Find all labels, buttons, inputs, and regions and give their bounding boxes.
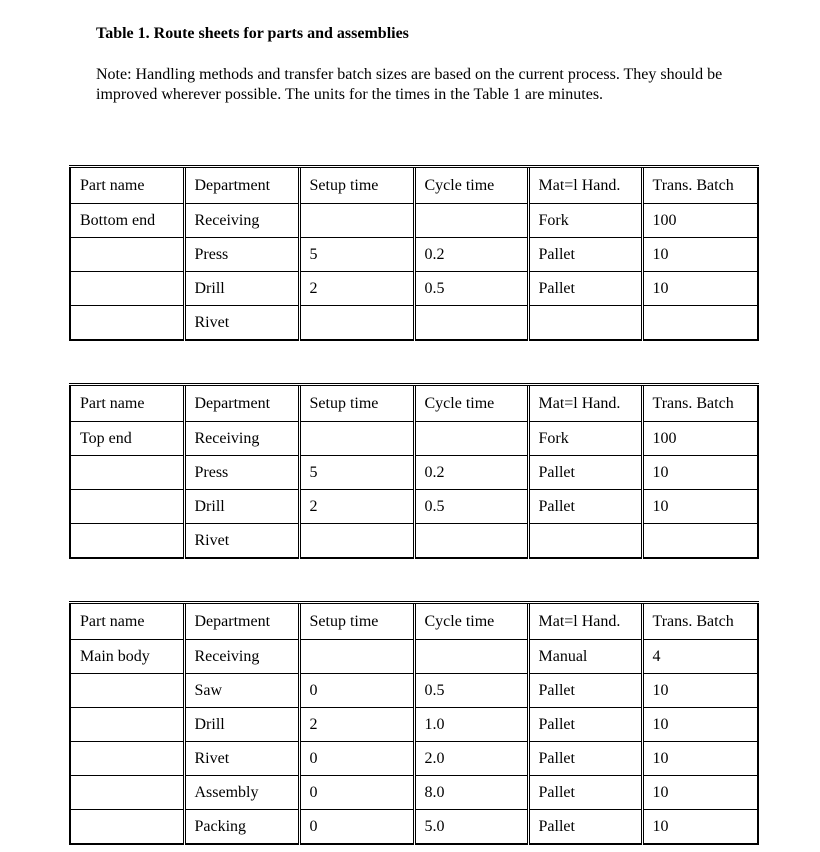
table-cell: 10 (642, 674, 758, 708)
header-cell: Department (184, 385, 299, 422)
table-cell (299, 640, 414, 674)
table-cell: 10 (642, 456, 758, 490)
table-cell: Manual (528, 640, 642, 674)
table-cell (70, 776, 184, 810)
table-cell: 100 (642, 204, 758, 238)
header-cell: Setup time (299, 167, 414, 204)
table-cell (299, 306, 414, 341)
table-cell: Receiving (184, 204, 299, 238)
table-cell (414, 204, 528, 238)
table-cell: 10 (642, 742, 758, 776)
table-cell (414, 640, 528, 674)
header-cell: Trans. Batch (642, 603, 758, 640)
table-cell: 10 (642, 708, 758, 742)
table-cell: Pallet (528, 674, 642, 708)
table-row (70, 640, 758, 674)
table-cell: Drill (184, 272, 299, 306)
table-row (70, 708, 758, 742)
table-row (70, 776, 758, 810)
table-cell (70, 306, 184, 341)
table-cell (70, 742, 184, 776)
table-cell (299, 422, 414, 456)
table-cell: Fork (528, 204, 642, 238)
table-cell: Saw (184, 674, 299, 708)
header-cell: Cycle time (414, 385, 528, 422)
table-cell: Receiving (184, 422, 299, 456)
table-cell: 0.2 (414, 456, 528, 490)
table-cell (70, 490, 184, 524)
header-cell: Cycle time (414, 603, 528, 640)
table-cell: 1.0 (414, 708, 528, 742)
table-cell: 0.5 (414, 674, 528, 708)
table-cell (528, 524, 642, 559)
table-cell: 8.0 (414, 776, 528, 810)
header-cell: Part name (70, 385, 184, 422)
table-cell: Packing (184, 810, 299, 845)
table-cell: Pallet (528, 810, 642, 845)
table-cell: Pallet (528, 776, 642, 810)
table-cell: 0.2 (414, 238, 528, 272)
header-row (70, 167, 758, 204)
table-cell: 0 (299, 810, 414, 845)
table-cell: 5 (299, 238, 414, 272)
table-cell (70, 272, 184, 306)
table-cell: Main body (70, 640, 184, 674)
table-cell: Fork (528, 422, 642, 456)
table-row (70, 674, 758, 708)
table-cell: Top end (70, 422, 184, 456)
table-cell: 0 (299, 742, 414, 776)
header-row (70, 603, 758, 640)
table-cell: Rivet (184, 306, 299, 341)
header-cell: Part name (70, 603, 184, 640)
table-cell: Receiving (184, 640, 299, 674)
table-cell: Pallet (528, 238, 642, 272)
header-cell: Setup time (299, 385, 414, 422)
table-cell (642, 306, 758, 341)
table-cell (70, 456, 184, 490)
table-row (70, 490, 758, 524)
header-cell: Department (184, 167, 299, 204)
table-row (70, 810, 758, 845)
table-row (70, 742, 758, 776)
table-row (70, 456, 758, 490)
table-cell (70, 674, 184, 708)
table-row (70, 204, 758, 238)
table-cell: 5 (299, 456, 414, 490)
table-cell: 10 (642, 272, 758, 306)
table-cell: Pallet (528, 490, 642, 524)
table-cell: 2 (299, 272, 414, 306)
table-cell: 0 (299, 776, 414, 810)
route-sheet-table-top-end (69, 383, 759, 559)
header-cell: Trans. Batch (642, 167, 758, 204)
table-cell: 10 (642, 810, 758, 845)
header-cell: Department (184, 603, 299, 640)
header-cell: Mat=l Hand. (528, 603, 642, 640)
header-cell: Trans. Batch (642, 385, 758, 422)
table-cell (70, 238, 184, 272)
header-cell: Mat=l Hand. (528, 385, 642, 422)
table-cell (414, 524, 528, 559)
header-cell: Part name (70, 167, 184, 204)
table-row (70, 306, 758, 341)
table-title: Table 1. Route sheets for parts and assemblies (96, 25, 409, 42)
table-cell: Rivet (184, 742, 299, 776)
table-cell: 100 (642, 422, 758, 456)
table-cell (414, 306, 528, 341)
table-cell: Bottom end (70, 204, 184, 238)
header-cell: Cycle time (414, 167, 528, 204)
table-cell: 0.5 (414, 272, 528, 306)
table-row (70, 272, 758, 306)
table-cell: 10 (642, 238, 758, 272)
table-cell (299, 524, 414, 559)
table-cell: 10 (642, 490, 758, 524)
table-cell: Pallet (528, 456, 642, 490)
table-cell: Drill (184, 490, 299, 524)
table-cell: Rivet (184, 524, 299, 559)
table-cell: 4 (642, 640, 758, 674)
table-cell: Press (184, 456, 299, 490)
table-cell: Pallet (528, 742, 642, 776)
table-cell: 10 (642, 776, 758, 810)
header-row (70, 385, 758, 422)
table-cell (299, 204, 414, 238)
table-row (70, 422, 758, 456)
table-cell: Assembly (184, 776, 299, 810)
table-cell: Drill (184, 708, 299, 742)
table-cell: 2.0 (414, 742, 528, 776)
table-cell (414, 422, 528, 456)
table-cell (70, 810, 184, 845)
table-row (70, 524, 758, 559)
table-cell: 0.5 (414, 490, 528, 524)
table-cell: Pallet (528, 708, 642, 742)
route-sheet-table-bottom-end (69, 165, 759, 341)
table-cell (70, 524, 184, 559)
table-note: Note: Handling methods and transfer batch sizes are based on the current process. They should be improved wherever possible. The units for the times in the Table 1 are minutes. (96, 66, 723, 103)
header-cell: Mat=l Hand. (528, 167, 642, 204)
table-cell: 2 (299, 490, 414, 524)
table-cell: 5.0 (414, 810, 528, 845)
table-cell (528, 306, 642, 341)
table-cell (70, 708, 184, 742)
route-sheet-table-main-body (69, 601, 759, 845)
table-row (70, 238, 758, 272)
table-cell: Pallet (528, 272, 642, 306)
table-cell: Press (184, 238, 299, 272)
table-cell (642, 524, 758, 559)
table-cell: 2 (299, 708, 414, 742)
table-cell: 0 (299, 674, 414, 708)
header-cell: Setup time (299, 603, 414, 640)
